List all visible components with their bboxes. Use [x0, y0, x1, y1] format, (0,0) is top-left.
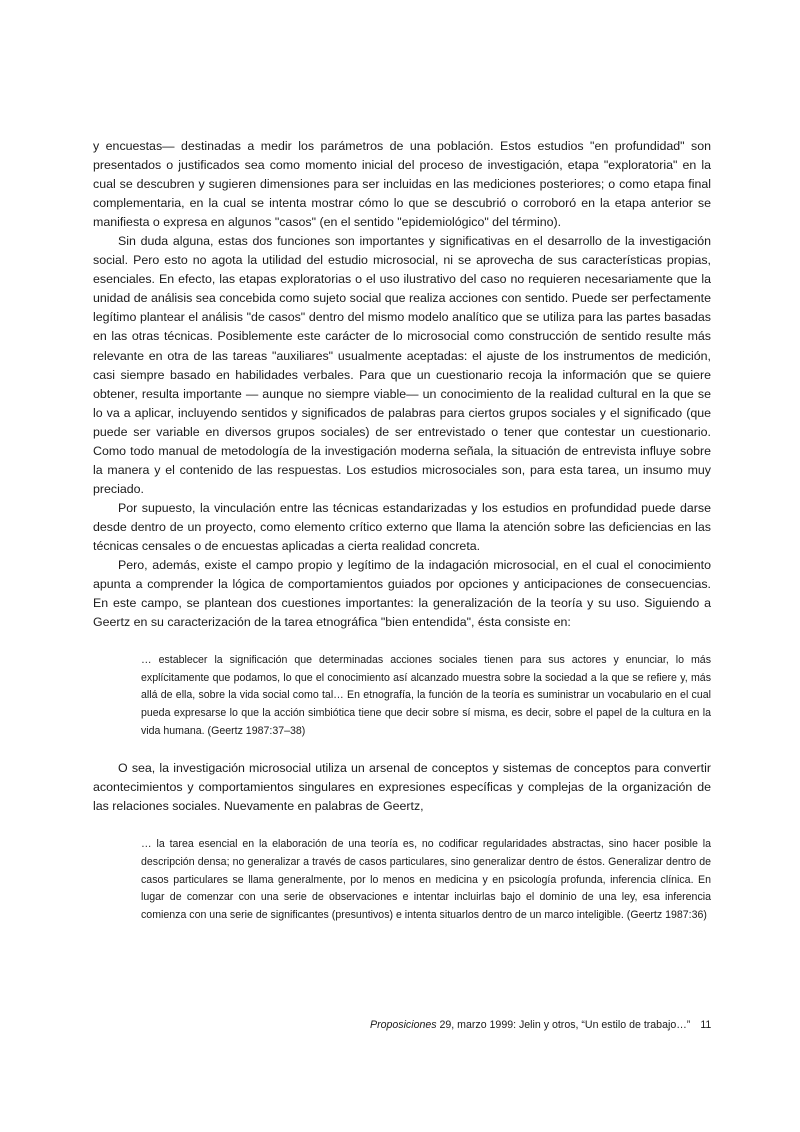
block-quote-2-text: … la tarea esencial en la elaboración de una teoría es, no codificar regularidades abstractas, sino hacer posible la descripción densa; no generalizar a través de casos particulares, sino generalizar dentro de éstos. Generalizar dentro de casos particulares se llama generalmente, por lo menos en medicina y en psicología profunda, inferencia clínica. En lugar de comenzar con una serie de observaciones e intentar incluirlas bajo el dominio de una ley, esa inferencia comienza con una serie de significantes (presuntivos) e intenta situarlos dentro de un marco inteligible. (Geertz 1987:36) [141, 838, 711, 921]
paragraph-2: Sin duda alguna, estas dos funciones son importantes y significativas en el desarrollo de la investigación social. Pero esto no agota la utilidad del estudio microsocial, ni se aprovecha de sus características propias, esenciales. En efecto, las etapas exploratorias o el uso ilustrativo del caso no requieren necesariamente que la unidad de análisis sea concebida como sujeto social que realiza acciones con sentido. Puede ser perfectamente legítimo plantear el análisis "de casos" dentro del mismo modelo analítico que se utiliza para las partes basadas en las otras técnicas. Posiblemente este carácter de lo microsocial como construcción de sentido resulte más relevante en otra de las tareas "auxiliares" usualmente aceptadas: el ajuste de los instrumentos de medición, casi siempre basado en habilidades verbales. Para que un cuestionario recoja la información que se quiere obtener, resulta importante — aunque no siempre viable— un conocimiento de la realidad cultural en la que se lo va a aplicar, incluyendo sentidos y significados de palabras para ciertos grupos sociales y el significado (que puede ser variable en diversos grupos sociales) de ser entrevistado o tener que contestar un cuestionario. Como todo manual de metodología de la investigación moderna señala, la situación de entrevista influye sobre la manera y el contenido de las respuestas. Los estudios microsociales son, para esta tarea, un insumo muy preciado. [93, 234, 711, 496]
block-quote-1-text: … establecer la significación que determinadas acciones sociales tienen para sus actores y enunciar, lo más explícitamente que podamos, lo que el conocimiento así alcanzado muestra sobre la sociedad a la que se refiere y, más allá de ella, sobre la vida social como tal… En etnografía, la función de la teoría es suministrar un vocabulario en el cual pueda expresarse lo que la acción simbiótica tiene que decir sobre sí misma, es decir, sobre el papel de la cultura en la vida humana. (Geertz 1987:37–38) [141, 654, 711, 737]
block-quote-1 [141, 652, 711, 740]
body-text [93, 137, 711, 943]
footer-journal-title: Proposiciones [370, 1019, 437, 1031]
paragraph-4: Pero, además, existe el campo propio y legítimo de la indagación microsocial, en el cual el conocimiento apunta a comprender la lógica de comportamientos guiados por opciones y anticipaciones de consecuencias. En este campo, se plantean dos cuestiones importantes: la generalización de la teoría y su uso. Siguiendo a Geertz en su caracterización de la tarea etnográfica "bien entendida", ésta consiste en: [93, 558, 711, 630]
page-footer [370, 1018, 711, 1032]
footer-issue-info: 29, marzo 1999: Jelin y otros, “Un estilo de trabajo…” [436, 1019, 691, 1031]
paragraph-5: O sea, la investigación microsocial utiliza un arsenal de conceptos y sistemas de conceptos para convertir acontecimientos y comportamientos singulares en expresiones específicas y complejas de la organización de las relaciones sociales. Nuevamente en palabras de Geertz, [93, 761, 711, 814]
paragraph-3: Por supuesto, la vinculación entre las técnicas estandarizadas y los estudios en profundidad puede darse desde dentro de un proyecto, como elemento crítico externo que llama la atención sobre las deficiencias en las técnicas censales o de encuestas aplicadas a cierta realidad concreta. [93, 500, 711, 553]
paragraph-1: y encuestas— destinadas a medir los parámetros de una población. Estos estudios "en profundidad" son presentados o justificados sea como momento inicial del proceso de investigación, etapa "exploratoria" en la cual se descubren y sugieren dimensiones para ser incluidas en las mediciones posteriores; o como etapa final complementaria, en la cual se intenta mostrar cómo lo que se descubrió o corroboró en la etapa anterior se manifiesta o expresa en algunos "casos" (en el sentido "epidemiológico" del término). [93, 139, 711, 230]
block-quote-2 [141, 836, 711, 924]
page-number: 11 [700, 1019, 712, 1031]
